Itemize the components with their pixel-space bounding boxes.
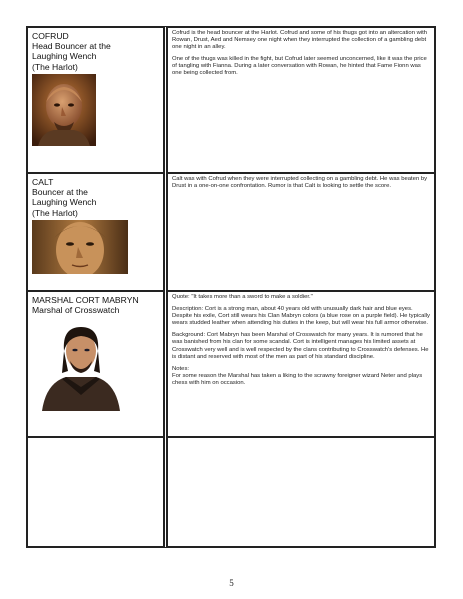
description-paragraph: Cofrud is the head bouncer at the Harlot. Cofrud and some of his thugs got into an altercation with Rowan, Drust, Aed and Nemsey one night when they interrupted the collection of a gambling debt one night in an alley. (172, 30, 428, 51)
description-paragraph: Description: Cort is a strong man, about 40 years old with unusually dark hair and blue eyes. Despite his exile, Cort still wears his Clan Mabryn colors (a blue rose on a purple field). He typically wears studded leather when attending his duties in the keep, but will wear his full armor otherwise. (172, 306, 430, 327)
character-name: MARSHAL CORT MABRYN Marshal of Crosswatch (32, 295, 139, 316)
page-number: 5 (229, 578, 234, 588)
description-paragraph: Background: Cort Mabryn has been Marshal of Crosswatch for many years. It is rumored that he was banished from his clan for some scandal. Cort is intelligent manages his limited assets at Crosswatch very well and is well respected by the clans contributing to Crosswatch's defenses. He is distant and reserved with most of the men as part of his standard discipline. (172, 332, 429, 360)
description-paragraph: Notes: For some reason the Marshal has taken a liking to the scrawny foreigner wizard Neter and plays chess with him on occasion. (172, 365, 423, 386)
description-paragraph: Quote: "It takes more than a sword to make a soldier." (172, 294, 313, 300)
cort-mabryn-portrait (32, 321, 130, 411)
character-name-cell (27, 27, 164, 173)
character-description-cell (167, 27, 435, 173)
character-name: COFRUD Head Bouncer at the Laughing Wench (The Harlot) (32, 31, 111, 72)
character-name: CALT Bouncer at the Laughing Wench (The Harlot) (32, 177, 97, 218)
cofrud-portrait (32, 74, 96, 146)
character-table (26, 26, 436, 548)
empty-description-cell (167, 437, 435, 547)
character-name-cell (27, 173, 164, 291)
character-row-cort-mabryn (27, 291, 435, 437)
character-row-calt (27, 173, 435, 291)
calt-portrait (32, 220, 128, 274)
character-description-cell (167, 291, 435, 437)
description-paragraph: Calt was with Cofrud when they were interrupted collecting on a gambling debt. He was beaten by Drust in a one-on-one confrontation. Rumor is that Calt is looking to settle the score. (172, 176, 428, 190)
description-paragraph: One of the thugs was killed in the fight, but Cofrud later seemed unconcerned, like it was the price of tangling with Fianna. During a later conversation with Rowan, he hinted that Fame Fionn was one being collected from. (172, 56, 427, 77)
empty-row (27, 437, 435, 547)
character-name-cell (27, 291, 164, 437)
character-row-cofrud (27, 27, 435, 173)
character-description-cell (167, 173, 435, 291)
empty-name-cell (27, 437, 164, 547)
